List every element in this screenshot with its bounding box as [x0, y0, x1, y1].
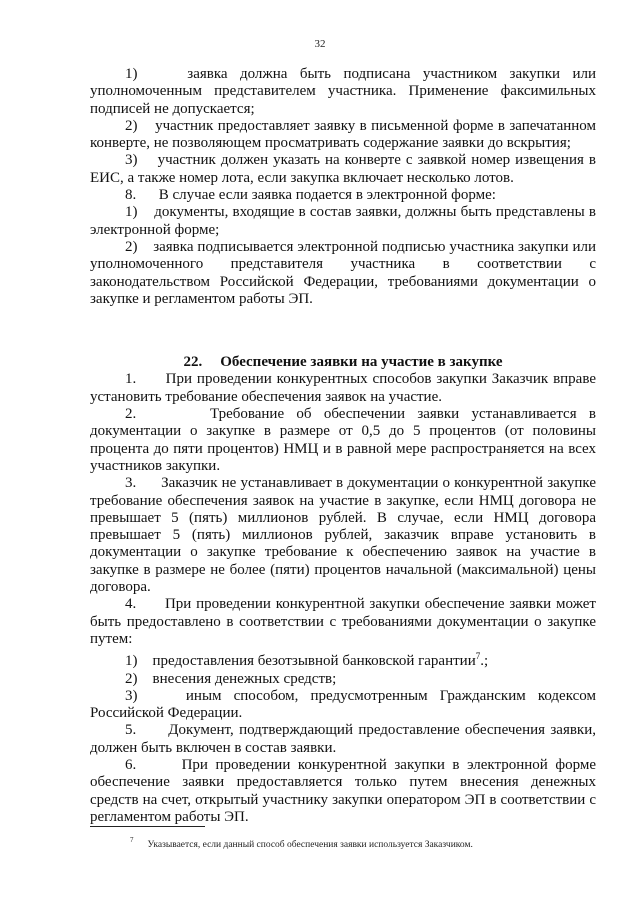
- paragraph: 3) участник должен указать на конверте с заявкой номер извещения в ЕИС, а также номер лота, если закупка включает несколько лотов.: [90, 152, 596, 186]
- paragraph: 1) документы, входящие в состав заявки, должны быть представлены в электронной форме;: [90, 204, 596, 238]
- paragraph: 8. В случае если заявка подается в электронной форме:: [125, 187, 496, 204]
- footnote-text: Указывается, если данный способ обеспечения заявки используется Заказчиком.: [147, 840, 473, 851]
- list-item: 2) внесения денежных средств;: [125, 670, 337, 687]
- paragraph: 2. Требование об обеспечении заявки устанавливается в документации о закупке в размере от 0,5 до 5 процентов (от половины процента до пяти процентов) НМЦ и в равной мере распространяется на всех участников закупки.: [90, 406, 596, 474]
- paragraph: 1. При проведении конкурентных способов закупки Заказчик вправе установить требование обеспечения заявок на участие.: [90, 371, 596, 405]
- paragraph: 3. Заказчик не устанавливает в документации о конкурентной закупке требование обеспечения заявок на участие в закупке, если НМЦ договора не превышает 5 (пять) миллионов рублей. В случае, если НМЦ договора превышает 5 (пять) миллионов рублей, заказчик вправе установить в документации о закупке требование к обеспечению заявок на участие в закупке в размере не более (пяти) процентов начальной (максимальной) цены договора.: [90, 475, 596, 596]
- paragraph: 2) заявка подписывается электронной подписью участника закупки или уполномоченного представителя участника в соответствии с законодательством Российской Федерации, требованиями документации о закупке и регламентом работы ЭП.: [90, 238, 596, 307]
- paragraph: 4. При проведении конкурентной закупки обеспечение заявки может быть предоставлено в соответствии с требованиями документации о закупке путем:: [90, 596, 596, 647]
- document-body: [90, 66, 596, 826]
- list-item: 3) иным способом, предусмотренным Гражданским кодексом Российской Федерации.: [90, 687, 596, 722]
- paragraph: 6. При проведении конкурентной закупки в электронной форме обеспечение заявки предоставляется только путем внесения денежных средств на счет, открытый участнику закупки оператором ЭП в соответствии с регламентом работы ЭП.: [90, 756, 596, 825]
- paragraph: 2) участник предоставляет заявку в письменной форме в запечатанном конверте, не позволяющем просматривать содержание заявки до вскрытия;: [90, 117, 596, 152]
- section-heading: [90, 354, 596, 371]
- list-item: [90, 648, 596, 670]
- footnote-reference[interactable]: 7: [475, 651, 481, 662]
- section-number: 22.: [183, 354, 203, 371]
- list-item-tail: .;: [480, 653, 489, 670]
- section-title: Обеспечение заявки на участие в закупке: [220, 354, 503, 371]
- footnote-marker: 7: [130, 836, 134, 844]
- paragraph: 5. Документ, подтверждающий предоставление обеспечения заявки, должен быть включен в состав заявки.: [90, 722, 596, 756]
- footnote: [130, 835, 600, 851]
- page-number: 32: [314, 38, 326, 50]
- footnote-divider: [90, 826, 205, 827]
- paragraph: 1) заявка должна быть подписана участником закупки или уполномоченным представителем участника. Применение факсимильных подписей не допускается;: [90, 66, 596, 117]
- list-item-text: 1) предоставления безотзывной банковской гарантии: [125, 653, 476, 670]
